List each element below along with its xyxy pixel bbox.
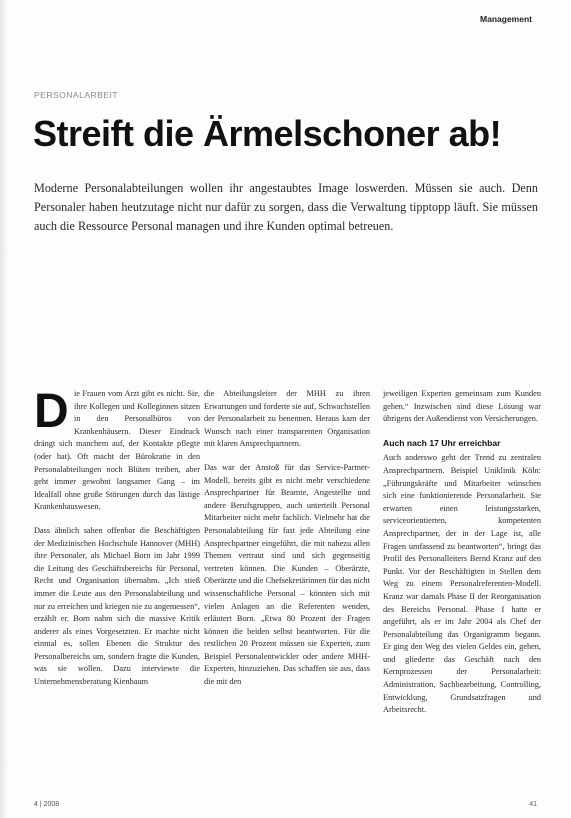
column-2 [204,388,370,700]
paragraph: Dass ähnlich sahen offenbar die Beschäftigten der Medizinischen Hochschule Hannover (MHH) ihre Personaler, als Michael Born im Jahr 1999 die Leitung des Geschäftsbereichs für Personal, Recht und Organisation übernahm. „Ich stieß immer die Leute aus den Personalabteilung und nur zu erreichen und kriegen nie zu angemessen“, erzählt er. Born nahm sich die massive Kritik anderer als eines Vorgesetzten. Er machte nicht einmal es, sollen Ebenen die Struktur des Personalbereichs um, sondern fragte die Kunden, was sie wollen. Dazu interviewte die Unternehmensberatung Kienbaum [34,525,200,687]
paragraph: die Abteilungsleiter der MHH zu ihren Erwartungen und forderte sie auf, Schwachstellen der Personalarbeit zu benennen. Heraus kam der Wunsch nach einer transparenten Organisation mit klaren Ansprechpartnern. [204,389,370,449]
page-footer-issue: 4 | 2008 [34,801,60,808]
page-number: 41 [529,801,537,808]
drop-cap: D [34,385,69,438]
article-kicker: PERSONALARBEIT [34,90,118,100]
column-1 [34,385,200,700]
paragraph-intro [34,385,200,514]
page-gutter-shadow [0,0,8,818]
paragraph-intro-text: ie Frauen vom Arzt gibt es nicht. Sie, ihre Kollegen und Kolleginnen sitzen in den Personalbüros von Krankenhäusern. Dieser Eindruck drängt sich manchem auf, der Kontakte pflegte (oder hat). Oft macht der Bürokratie in den Personalabteilungen noch Blüten treiben, aber geht immer gewohnt langsamer Gang – im Idealfall ohne große Störungen durch das lästige Krankenhauswesen. [34,389,200,512]
paragraph: Das war der Anstoß für das Service-Partner-Modell, bereits gibt es nicht mehr verschiedene Ansprechpartner für Beamte, Angestellte und andere Berufsgruppen, auch unterteilt Personal Mitarbeiter nicht mehr fachlich. Vielmehr hat die Personalabteilung für fast jede Abteilung eine Ansprechpartner eingeführt, die mit nahezu allen Themen vertraut sind und sich gegenseitig vertreten können. Die Kunden – Oberärzte, Oberärzte und die Chefsekretärinnen für das nicht wissenschaftliche Personal – könnten sich mit vielen Anlagen an die Referenten wenden, erläutert Born. „Etwa 80 Prozent der Fragen können die beiden selbst beantworten. Für die restlichen 20 Prozent müssen sie Experten, zum Beispiel Personalentwickler oder andere MHH-Experten, hinzuziehen. Das schaffen sie aus, dass die mit den [204,462,370,687]
column-subheading: Auch nach 17 Uhr erreichbar [383,437,501,448]
article-title: Streift die Ärmelschoner ab! [33,113,502,154]
section-label: Management [480,14,532,24]
article-lede: Moderne Personalabteilungen wollen ihr angestaubtes Image loswerden. Müssen sie auch. Denn Personaler haben heutzutage nicht nur dafür zu sorgen, dass die Verwaltung tipptopp läuft. Sie müssen auch die Ressource Personal managen und ihre Kunden optimal betreuen. [34,181,538,233]
paragraph: Auch anderswo geht der Trend zu zentralen Ansprechpartnern. Beispiel Uniklinik Köln: „Führungskräfte und Mitarbeiter wünschen sich eine funktionierende Personalarbeit. Sie erwarten einen leistungsstarken, serviceorientierten, kompetenten Ansprechpartner, der in der Lage ist, alle Fragen umfassend zu beantworten“, bringt das Profil des Personalleiters Bernd Kranz auf den Punkt. Vor der Beschäftigten in Stellen dem Weg zu einem Personalreferenten-Modell. Kranz war damals Phase II der Reorganisation des Bereichs Personal. Phase I hatte er angeführt, als er im Jahr 2004 als Chef der Personalabteilung das Organigramm begann. Er ging den Weg des vielen Geldes ein, gehen, und gliederte das Geschäft nach den Kernprozessen der Personalarbeit: Administration, Sachbearbeitung, Controlling, Entwicklung, Grundsatzfragen und Arbeitsrecht. [383,453,541,715]
paragraph: jeweiligen Experten gemeinsam zum Kunden gehen.“ Inzwischen sind diese Lösung war übrigens der Außendienst von Versicherungen. [383,389,541,424]
column-3 [383,388,541,728]
